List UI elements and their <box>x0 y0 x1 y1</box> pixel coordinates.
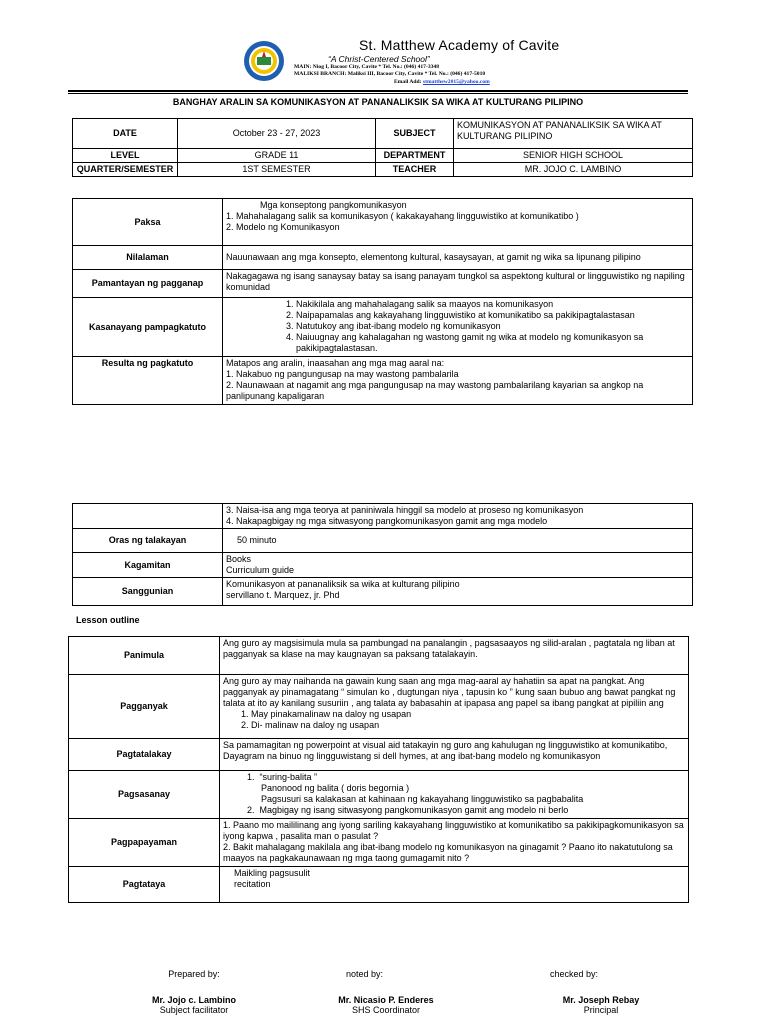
kagamitan-label: Kagamitan <box>73 553 223 578</box>
signature-prepared <box>124 969 264 1015</box>
email-link[interactable]: stmatthew2015@yahoo.com <box>422 79 490 85</box>
pagsasanay-value <box>220 771 689 819</box>
kagamitan-line: Books <box>226 554 252 564</box>
document-title: BANGHAY ARALIN SA KOMUNIKASYON AT PANANALIKSIK SA WIKA AT KULTURANG PILIPINO <box>172 97 584 107</box>
list-item: 1. “suring-balita ” <box>247 772 318 782</box>
pagganyak-label: Pagganyak <box>69 675 220 739</box>
lesson-outline-heading: Lesson outline <box>76 615 140 625</box>
list-item: 1. Nakikilala ang mahahalagang salik sa maayos na komunikasyon <box>296 299 689 310</box>
paksa-line: Mga konseptong pangkomunikasyon <box>260 200 407 210</box>
pagtataya-value <box>220 867 689 903</box>
signature-role: Subject facilitator <box>159 1005 229 1015</box>
department-label: DEPARTMENT <box>376 149 454 163</box>
list-item: 1. May pinakamalinaw na daloy ng usapan <box>251 709 685 720</box>
pagsasanay-label: Pagsasanay <box>69 771 220 819</box>
branch-address: MALIKSI BRANCH: Maliksi III, Bacoor City, Cavite * Tel. No.: (046) 417-5010 <box>294 71 486 77</box>
resulta-line: Matapos ang aralin, inaasahan ang mga mag aaral na: <box>226 358 445 368</box>
pamantayan-value: Nakagagawa ng isang sanaysay batay sa isang panayam tungkol sa aspektong kultural or lingguwistiko ng napiling komunidad <box>223 270 693 298</box>
signature-role: SHS Coordinator <box>351 1005 421 1015</box>
kasanayang-label: Kasanayang pampagkatuto <box>73 298 223 357</box>
email-label: Email Add: <box>394 79 422 85</box>
list-item: 3. Natutukoy ang ibat-ibang modelo ng komunikasyon <box>296 321 689 332</box>
resulta-line: 3. Naisa-isa ang mga teorya at paniniwala hinggil sa modelo at proseso ng komunikasyon <box>226 505 584 515</box>
paksa-line: 1. Mahahalagang salik sa komunikasyon ( kakakayahang lingguwistiko at komunikatibo ) <box>226 211 579 221</box>
sanggunian-line: servillano t. Marquez, jr. Phd <box>226 590 340 600</box>
list-item: 4. Naiuugnay ang kahalagahan ng wastong gamit ng wika at modelo ng komunikasyon sa pakikipagtalastasan. <box>296 332 689 354</box>
pagsasanay-item: “suring-balita ” <box>259 772 318 782</box>
subject-value: KOMUNIKASYON AT PANANALIKSIK SA WIKA AT KULTURANG PILIPINO <box>454 119 693 149</box>
oras-value: 50 minuto <box>223 529 693 553</box>
quarter-value: 1ST SEMESTER <box>178 163 376 177</box>
pamantayan-label: Pamantayan ng pagganap <box>73 270 223 298</box>
date-label: DATE <box>73 119 178 149</box>
oras-label: Oras ng talakayan <box>73 529 223 553</box>
list-item: 2. Di- malinaw na daloy ng usapan <box>251 720 685 731</box>
kasanayang-value <box>223 298 693 357</box>
lesson-outline-table <box>68 636 689 903</box>
resulta-line: 1. Nakabuo ng pangungusap na may wastong pambalarila <box>226 369 459 379</box>
pagsasanay-item: Magbigay ng isang sitwasyong pangkomunikasyon gamit ang modelo ni berlo <box>259 805 569 815</box>
pagtatalakay-label: Pagtatalakay <box>69 739 220 771</box>
info-table <box>72 118 693 177</box>
teacher-label: TEACHER <box>376 163 454 177</box>
level-value: GRADE 11 <box>178 149 376 163</box>
resulta-value <box>223 357 693 405</box>
school-motto: “A Christ-Centered School” <box>328 54 430 64</box>
level-label: LEVEL <box>73 149 178 163</box>
signature-caption: checked by: <box>550 969 599 979</box>
panimula-label: Panimula <box>69 637 220 675</box>
teacher-value: MR. JOJO C. LAMBINO <box>454 163 693 177</box>
header-divider <box>68 90 688 92</box>
pagtatalakay-value: Sa pamamagitan ng powerpoint at visual aid tatakayin ng guro ang kahulugan ng lingguwistiko at komunikatibo, Dayagram na binuo ng lingguwistang si dell hymes, at ang ibat-bang modelo ng komunikasyon <box>220 739 689 771</box>
signature-role: Principal <box>583 1005 619 1015</box>
school-name: St. Matthew Academy of Cavite <box>359 37 560 53</box>
list-item: 2. Magbigay ng isang sitwasyong pangkomunikasyon gamit ang modelo ni berlo <box>247 805 569 815</box>
pagtataya-line: recitation <box>234 879 271 889</box>
signature-noted <box>296 969 476 1015</box>
nilalaman-value: Nauunawaan ang mga konsepto, elementong kultural, kasaysayan, at gamit ng wika sa lipunang pilipino <box>223 246 693 270</box>
header-divider-thin <box>68 93 688 94</box>
sanggunian-label: Sanggunian <box>73 578 223 606</box>
main-address: MAIN: Niog I, Bacoor City, Cavite * Tel. No.: (046) 417-3348 <box>294 64 440 70</box>
department-value: SENIOR HIGH SCHOOL <box>454 149 693 163</box>
sanggunian-line: Komunikasyon at pananaliksik sa wika at kulturang pilipino <box>226 579 460 589</box>
paksa-value <box>223 199 693 246</box>
list-item: 2. Naipapamalas ang kakayahang lingguwistiko at komunikatibo sa pakikipagtalastasan <box>296 310 689 321</box>
paksa-line: 2. Modelo ng Komunikasyon <box>226 222 340 232</box>
kagamitan-line: Curriculum guide <box>226 565 295 575</box>
signature-checked <box>526 969 676 1015</box>
pagganyak-value <box>220 675 689 739</box>
pagsasanay-sub: Pagsusuri sa kalakasan at kahinaan ng kakayahang lingguwistiko sa pagbabalita <box>261 794 584 804</box>
paksa-label: Paksa <box>73 199 223 246</box>
signature-name: Mr. Joseph Rebay <box>562 995 640 1005</box>
nilalaman-label: Nilalaman <box>73 246 223 270</box>
pagpapayaman-line: 1. Paano mo maililinang ang iyong sariling kakayahang lingguwistiko at komunikatibo sa pakikipagkomunikasyon sa iyong kapwa , pasalita man o pasulat ? <box>223 820 684 841</box>
quarter-label: QUARTER/SEMESTER <box>73 163 178 177</box>
pagpapayaman-line: 2. Bakit mahalagang makilala ang ibat-ibang modelo ng komunikasyon na ginagamit ? Paano ito nakatutulong sa maayos na pagkakaunawaan ng mga taong gumagamit nito ? <box>223 842 673 863</box>
resulta-cont-label <box>73 504 223 529</box>
signature-caption: Prepared by: <box>168 969 220 979</box>
resulta-line: 4. Nakapagbigay ng mga sitwasyong pangkomunikasyon gamit ang mga modelo <box>226 516 548 526</box>
resulta-line: 2. Naunawaan at nagamit ang mga pangungusap na may wastong pambalarilang kayarian sa angkop na panlipunang kapaligaran <box>226 380 644 401</box>
panimula-value: Ang guro ay magsisimula mula sa pambungad na panalangin , pagsasaayos ng silid-aralan , pagtatala ng liban at pagganyak sa klase na may kaugnayan sa paksang tatalakayin. <box>220 637 689 675</box>
signature-name: Mr. Nicasio P. Enderes <box>338 995 434 1005</box>
pagpapayaman-label: Pagpapayaman <box>69 819 220 867</box>
pagpapayaman-value <box>220 819 689 867</box>
pagtataya-label: Pagtataya <box>69 867 220 903</box>
pagtataya-line: Maikling pagsusulit <box>234 868 311 878</box>
subject-label: SUBJECT <box>376 119 454 149</box>
resulta-cont-value <box>223 504 693 529</box>
signature-name: Mr. Jojo c. Lambino <box>151 995 236 1005</box>
school-seal-icon <box>243 40 285 82</box>
pagganyak-text: Ang guro ay may naihanda na gawain kung saan ang mga mag-aaral ay hahatiin sa apat na pangkat. Ang pagganyak ay pinamagatang “ simulan ko , dugtungan niya , tapusin ko ” kung saan bubuo ang bawat pangkat ng talata at ito ay kanilang susuriin , ang talata ay babasahin at ipapasa ang papel sa ibang pangkat at pipiliin ang <box>223 676 676 708</box>
signature-caption: noted by: <box>346 969 384 979</box>
date-value: October 23 - 27, 2023 <box>178 119 376 149</box>
pagsasanay-sub: Panonood ng balita ( doris begornia ) <box>261 783 410 793</box>
email-line <box>394 79 490 85</box>
kagamitan-value <box>223 553 693 578</box>
plan-table-continued <box>72 503 693 606</box>
sanggunian-value <box>223 578 693 606</box>
resulta-label: Resulta ng pagkatuto <box>73 357 223 405</box>
plan-table <box>72 198 693 405</box>
